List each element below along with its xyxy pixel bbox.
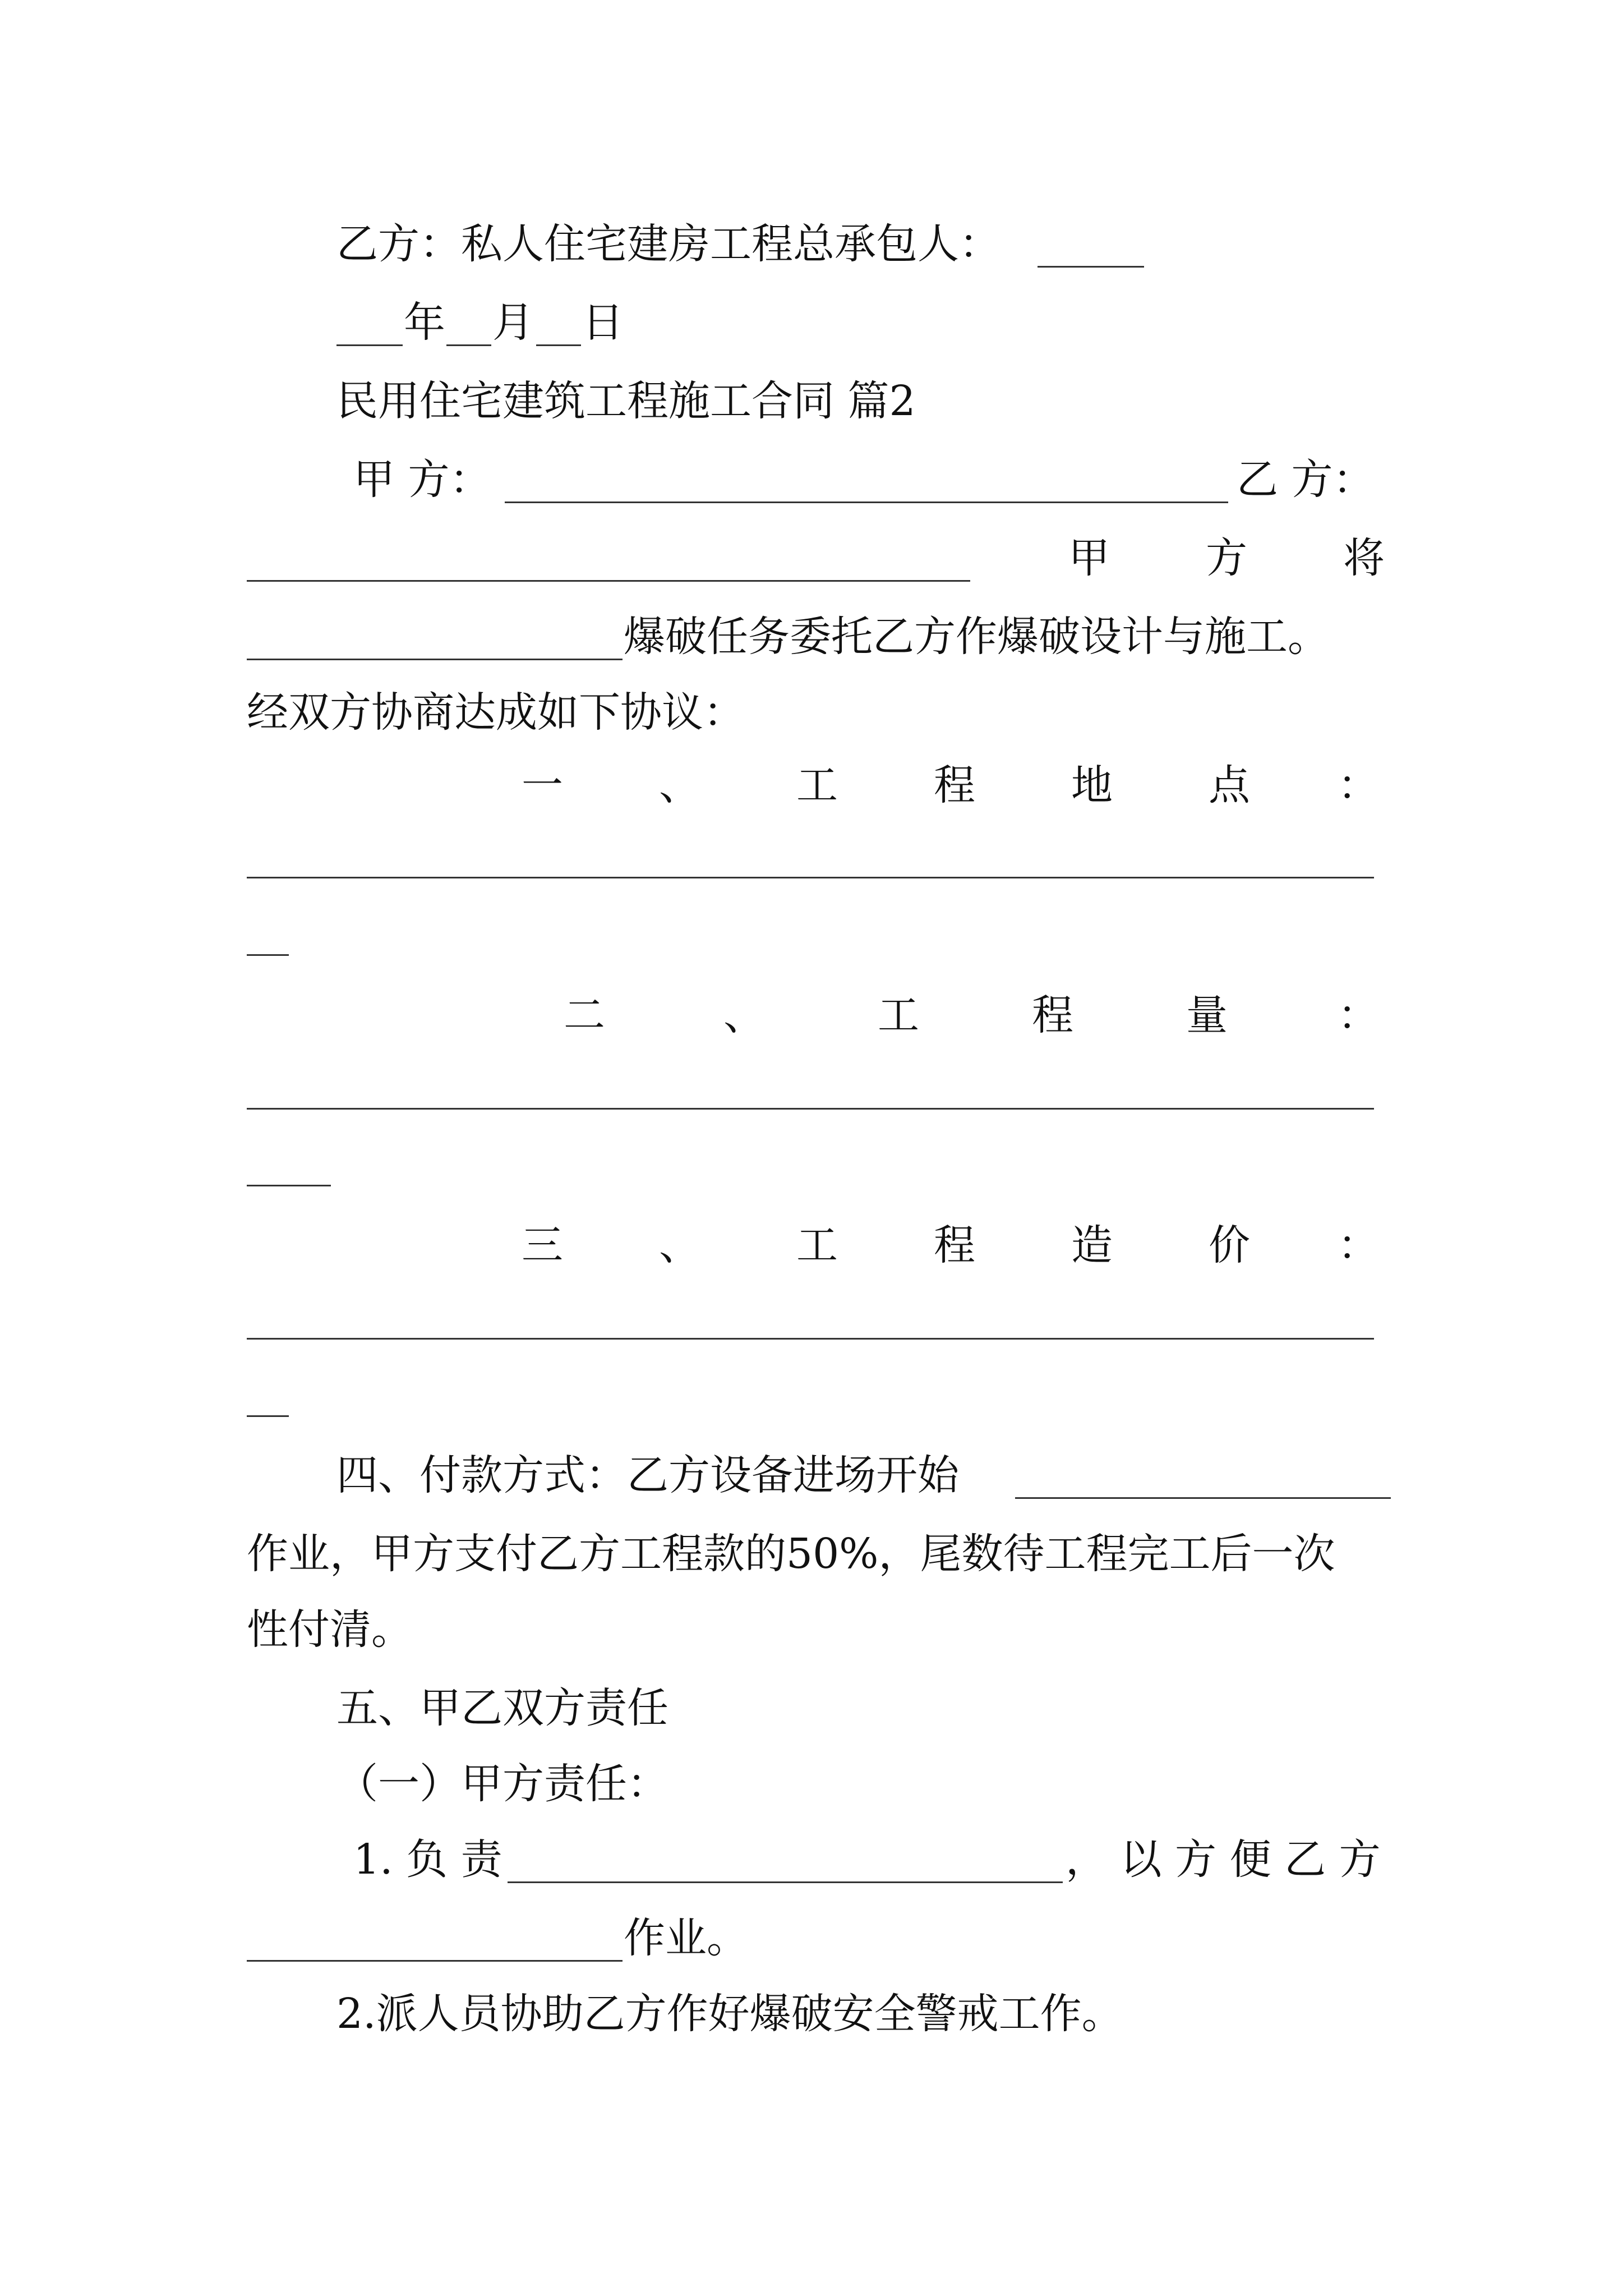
clause-cost-char: 三 xyxy=(522,1221,563,1269)
section-title: 民用住宅建筑工程施工合同 篇2 xyxy=(336,377,916,425)
item1-prefix: 1. 负 责 xyxy=(353,1835,502,1884)
party-a-label: 甲 方： xyxy=(353,455,491,504)
clause-location-char: 程 xyxy=(934,761,975,809)
clause-quantity-char: 量 xyxy=(1186,991,1228,1039)
location-blank-line-2[interactable] xyxy=(247,954,289,956)
agreement-line xyxy=(0,673,1623,752)
entrust-task-text: 爆破任务委托乙方作爆破设计与施工。 xyxy=(624,613,1329,661)
entrust-char-2: 方 xyxy=(1206,534,1247,582)
responsibility-item-1 xyxy=(0,1820,1623,1899)
quantity-blank-line-1[interactable] xyxy=(247,1108,1374,1110)
payment-text-2: 作业，甲方支付乙方工程款的50%，尾数待工程完工后一次 xyxy=(247,1530,1335,1578)
year-label: 年 xyxy=(404,298,445,347)
clause-cost-char: 价 xyxy=(1209,1221,1250,1269)
item1-end: 作业。 xyxy=(624,1914,748,1962)
clause-location-char: ： xyxy=(1338,761,1379,809)
clause-quantity xyxy=(0,976,1623,1055)
party-b-contractor-text: 乙方：私人住宅建房工程总承包人： xyxy=(336,220,1000,268)
location-blank-line-1[interactable] xyxy=(247,877,1374,878)
clause-quantity-char: 二 xyxy=(564,991,605,1039)
entrust-line-2 xyxy=(0,597,1623,676)
responsibilities-heading: 五、甲乙双方责任 xyxy=(336,1684,668,1732)
month-label: 月 xyxy=(492,298,534,347)
item2-text: 2.派人员协助乙方作好爆破安全警戒工作。 xyxy=(336,1990,1123,2038)
clause-cost-char: ： xyxy=(1338,1221,1379,1269)
clause-location-char: 地 xyxy=(1071,761,1113,809)
payment-blank[interactable] xyxy=(1015,1420,1391,1499)
clause-location-char: 点 xyxy=(1209,761,1250,809)
day-label: 日 xyxy=(582,298,624,347)
clause-cost-char: 、 xyxy=(659,1221,700,1269)
year-blank[interactable] xyxy=(336,268,403,346)
item1-blank[interactable] xyxy=(508,1805,1063,1883)
responsibility-item-1-cont xyxy=(0,1899,1623,1977)
payment-text-3: 性付清。 xyxy=(247,1605,413,1654)
clause-location xyxy=(0,746,1623,825)
day-blank[interactable] xyxy=(536,268,581,346)
item1-blank-2[interactable] xyxy=(247,1883,623,1962)
clause-location-char: 一 xyxy=(522,761,563,809)
quantity-blank-line-2[interactable] xyxy=(247,1185,331,1186)
party-b-contractor-line xyxy=(0,205,1623,283)
clause-cost-char: 造 xyxy=(1071,1221,1113,1269)
item1-suffix: ， 以 方 便 乙 方 xyxy=(1066,1835,1381,1884)
clause-location-char: 、 xyxy=(659,761,700,809)
responsibility-item-2 xyxy=(0,1975,1623,2053)
entrust-char-3: 将 xyxy=(1343,534,1385,582)
cost-blank-line-1[interactable] xyxy=(247,1338,1374,1340)
clause-quantity-char: 工 xyxy=(878,991,919,1039)
clause-cost-char: 程 xyxy=(934,1221,975,1269)
party-b-label: 乙 方： xyxy=(1237,455,1375,504)
contractor-blank[interactable] xyxy=(1038,189,1144,268)
entrust-char-1: 甲 xyxy=(1068,534,1110,582)
payment-text-1: 四、付款方式：乙方设备进场开始 xyxy=(336,1451,959,1499)
month-blank[interactable] xyxy=(446,268,491,346)
payment-line-2 xyxy=(0,1515,1623,1593)
payment-line-1 xyxy=(0,1436,1623,1515)
date-line xyxy=(0,283,1623,362)
party-b-blank[interactable] xyxy=(247,503,970,582)
cost-blank-line-2[interactable] xyxy=(247,1415,289,1417)
project-blank[interactable] xyxy=(247,582,623,660)
clause-quantity-char: 、 xyxy=(723,991,765,1039)
entrust-line-1 xyxy=(0,519,1623,597)
party-a-blank[interactable] xyxy=(505,425,1228,503)
responsibilities-heading-line xyxy=(0,1669,1623,1747)
payment-line-3 xyxy=(0,1590,1623,1669)
agreement-text: 经双方协商达成如下协议： xyxy=(247,688,745,737)
party-a-responsibility-heading: （一）甲方责任： xyxy=(336,1760,668,1808)
clause-location-char: 工 xyxy=(796,761,838,809)
clause-quantity-char: 程 xyxy=(1032,991,1073,1039)
clause-cost-char: 工 xyxy=(796,1221,838,1269)
clause-cost xyxy=(0,1206,1623,1285)
clause-quantity-char: ： xyxy=(1338,991,1379,1039)
